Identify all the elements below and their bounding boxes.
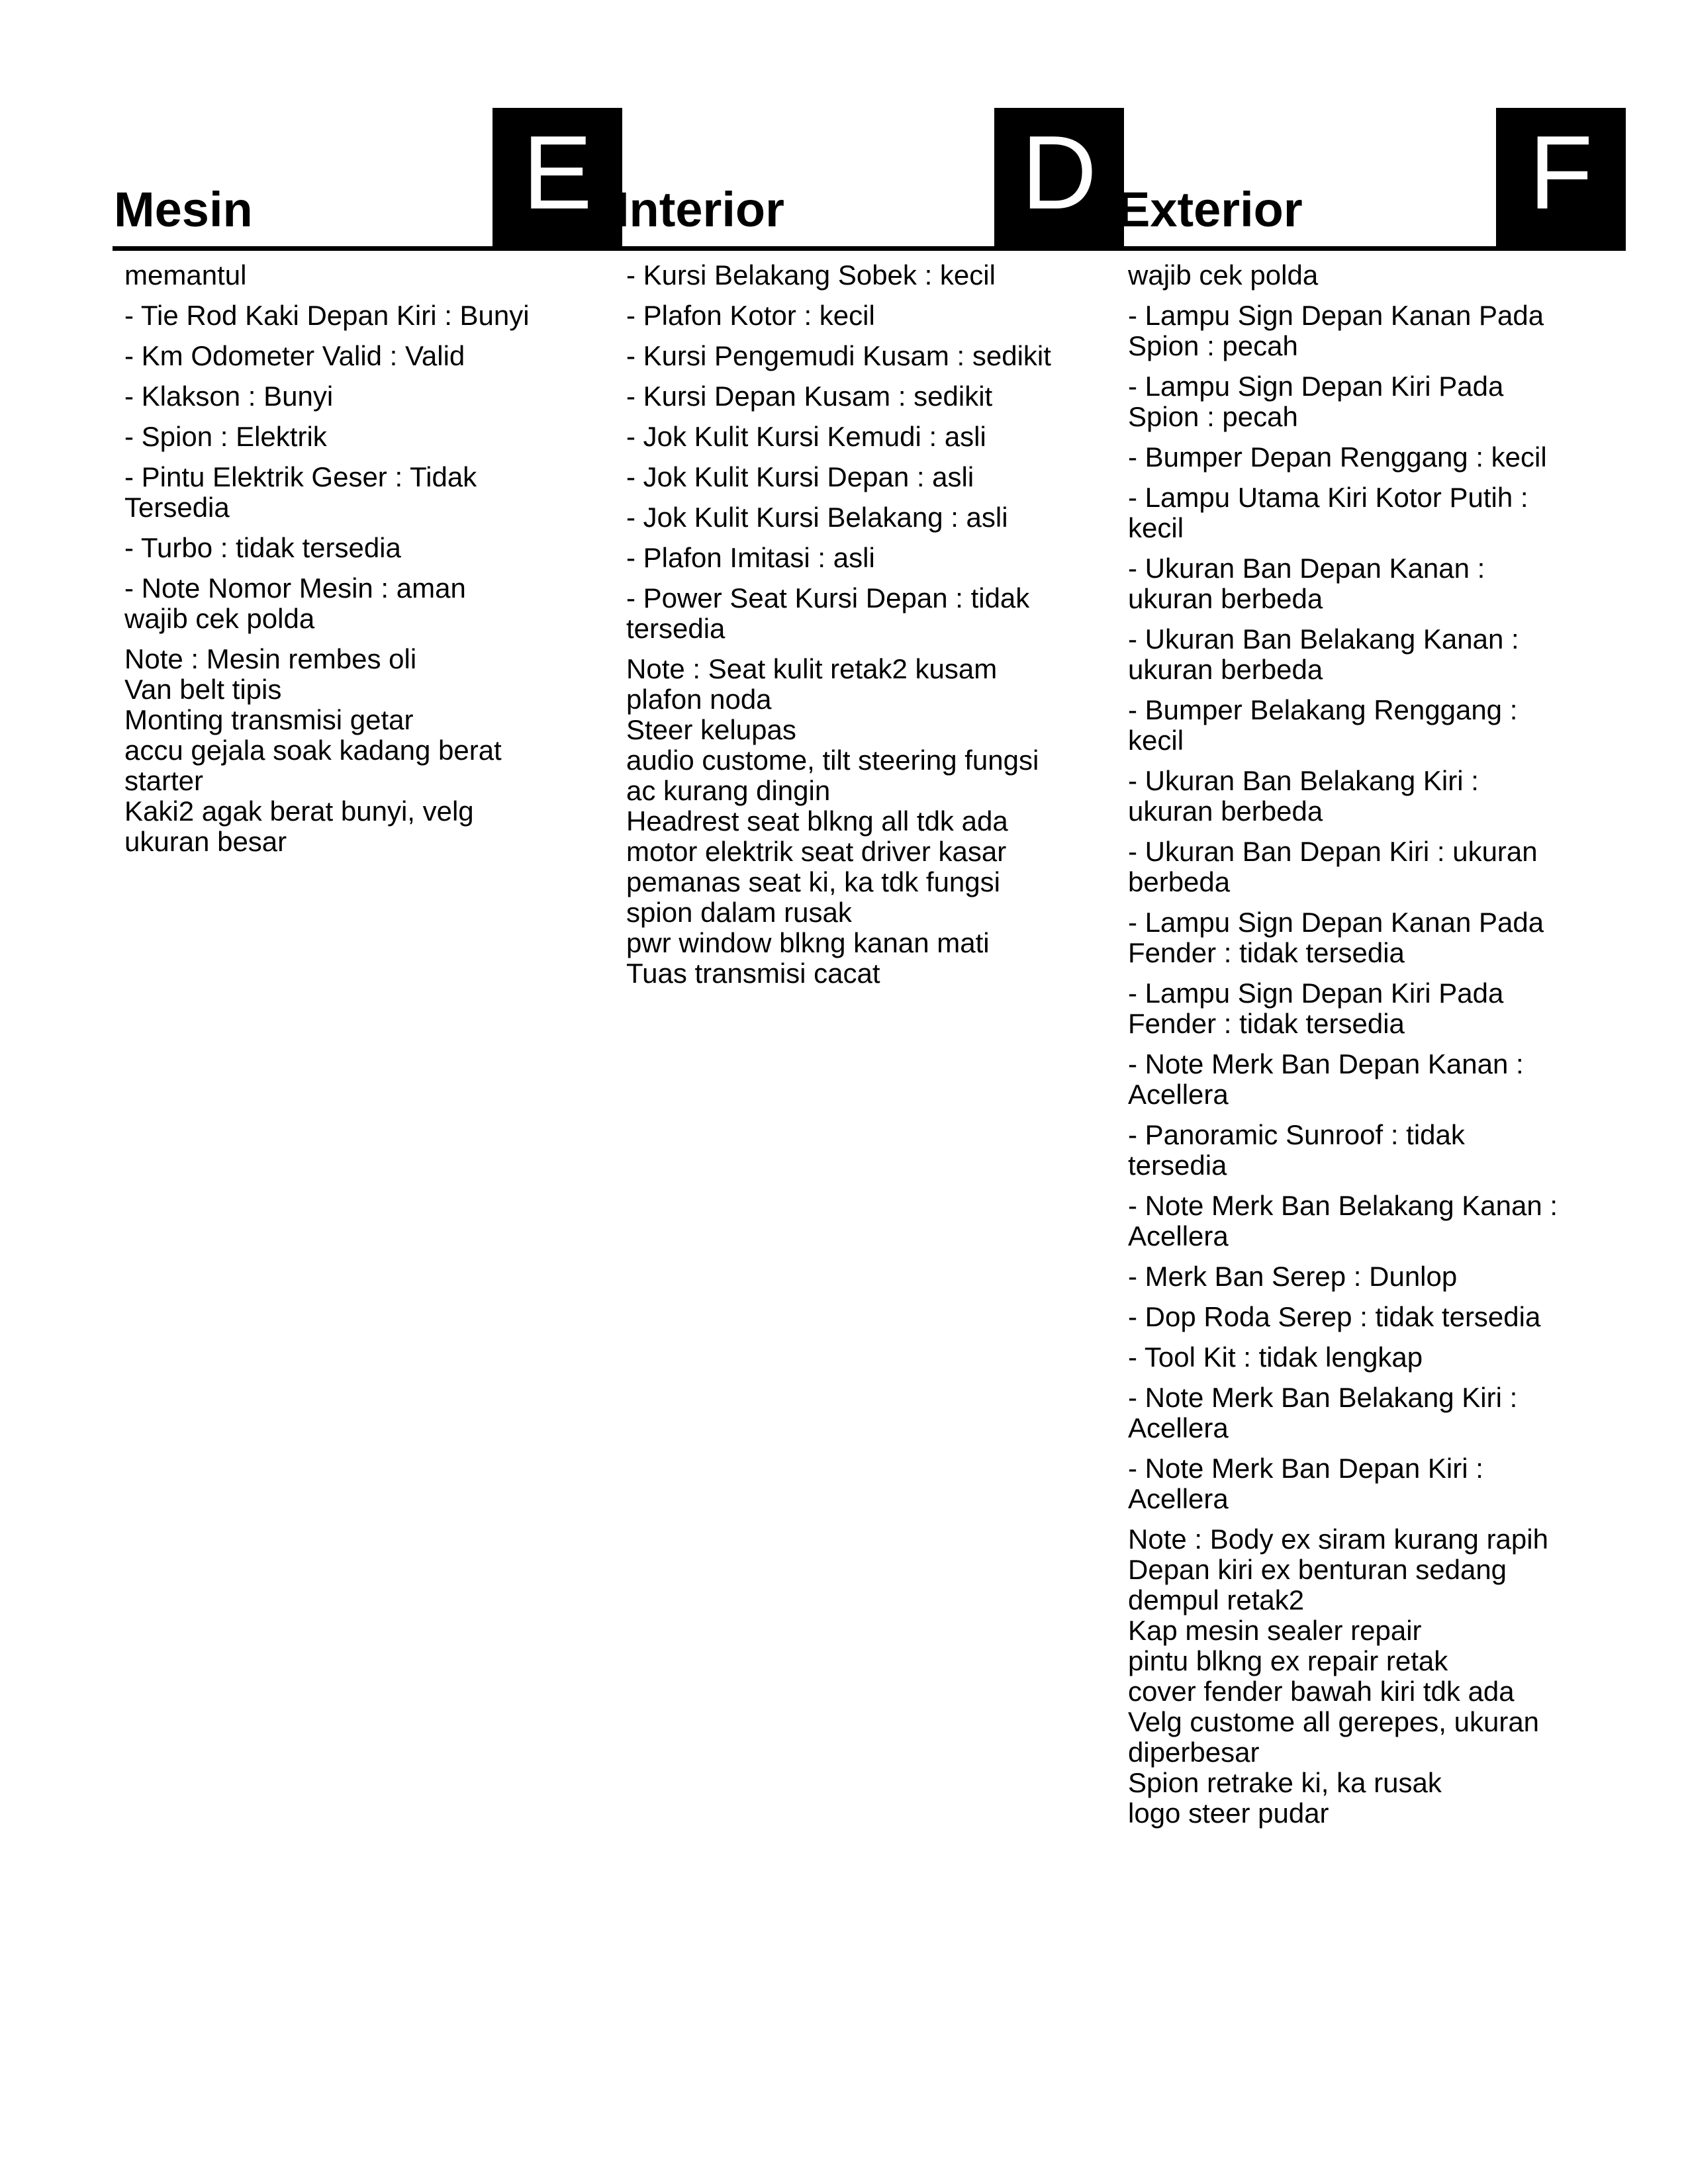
list-item: - Bumper Depan Renggang : kecil (1128, 441, 1547, 473)
column-body (614, 251, 1124, 989)
list-item: - Klakson : Bunyi (124, 381, 334, 412)
column-note: Note : Body ex siram kurang rapih Depan kiri ex benturan sedang dempul retak2 Kap mesin sealer repair pintu blkng ex repair retak cover fender bawah kiri tdk ada Velg custome all gerepes, ukuran diperbesar Spion retrake ki, ka rusak logo steer pudar (1128, 1524, 1548, 1829)
grade-badge: F (1496, 108, 1626, 246)
list-item: - Lampu Sign Depan Kanan Pada Fender : tidak tersedia (1128, 907, 1544, 968)
list-item: - Plafon Imitasi : asli (626, 542, 875, 573)
column-interior (614, 106, 1124, 989)
list-item: - Kursi Depan Kusam : sedikit (626, 381, 993, 412)
list-item: - Lampu Sign Depan Kiri Pada Spion : pecah (1128, 371, 1504, 432)
column-note: Note : Seat kulit retak2 kusam plafon noda Steer kelupas audio custome, tilt steering fungsi ac kurang dingin Headrest seat blkng all tdk ada motor elektrik seat driver kasar pemanas seat ki, ka tdk fungsi spion dalam rusak pwr window blkng kanan mati Tuas transmisi cacat (626, 653, 1039, 989)
list-item: - Ukuran Ban Belakang Kanan : ukuran berbeda (1128, 623, 1519, 685)
column-title: Mesin (114, 182, 253, 237)
list-item: - Km Odometer Valid : Valid (124, 340, 465, 371)
list-item: - Turbo : tidak tersedia (124, 532, 401, 563)
list-item: - Plafon Kotor : kecil (626, 300, 875, 331)
column-title: Exterior (1117, 182, 1303, 237)
column-header (113, 106, 622, 251)
column-header (1116, 106, 1626, 251)
list-item: - Lampu Sign Depan Kiri Pada Fender : tidak tersedia (1128, 978, 1504, 1039)
column-mesin (113, 106, 622, 857)
list-item: - Dop Roda Serep : tidak tersedia (1128, 1301, 1541, 1332)
list-item: - Tool Kit : tidak lengkap (1128, 1342, 1423, 1373)
list-item: - Note Nomor Mesin : aman wajib cek polda (124, 572, 466, 634)
grade-badge: E (492, 108, 622, 246)
list-item: - Jok Kulit Kursi Kemudi : asli (626, 421, 986, 452)
list-item: - Tie Rod Kaki Depan Kiri : Bunyi (124, 300, 530, 331)
list-item: - Ukuran Ban Depan Kanan : ukuran berbeda (1128, 553, 1485, 614)
list-item: wajib cek polda (1128, 259, 1319, 291)
list-item: - Kursi Belakang Sobek : kecil (626, 259, 996, 291)
list-item: - Lampu Sign Depan Kanan Pada Spion : pecah (1128, 300, 1544, 361)
column-note: Note : Mesin rembes oli Van belt tipis Monting transmisi getar accu gejala soak kadang berat starter Kaki2 agak berat bunyi, velg ukuran besar (124, 643, 502, 857)
list-item: - Ukuran Ban Depan Kiri : ukuran berbeda (1128, 836, 1538, 897)
list-item: - Lampu Utama Kiri Kotor Putih : kecil (1128, 482, 1528, 543)
list-item: - Kursi Pengemudi Kusam : sedikit (626, 340, 1051, 371)
list-item: - Note Merk Ban Belakang Kanan : Acellera (1128, 1190, 1558, 1251)
list-item: - Panoramic Sunroof : tidak tersedia (1128, 1119, 1465, 1181)
column-header (614, 106, 1124, 251)
list-item: - Ukuran Ban Belakang Kiri : ukuran berbeda (1128, 765, 1479, 827)
column-title: Interior (616, 182, 784, 237)
list-item: - Merk Ban Serep : Dunlop (1128, 1261, 1458, 1292)
list-item: - Bumper Belakang Renggang : kecil (1128, 694, 1518, 756)
list-item: - Note Merk Ban Depan Kiri : Acellera (1128, 1453, 1483, 1514)
list-item: - Pintu Elektrik Geser : Tidak Tersedia (124, 461, 477, 523)
list-item: - Note Merk Ban Belakang Kiri : Acellera (1128, 1382, 1518, 1443)
list-item: - Note Merk Ban Depan Kanan : Acellera (1128, 1048, 1524, 1110)
column-exterior (1116, 106, 1626, 1829)
list-item: - Jok Kulit Kursi Belakang : asli (626, 502, 1008, 533)
list-item: memantul (124, 259, 247, 291)
column-body (1116, 251, 1626, 1829)
column-body (113, 251, 622, 857)
grade-badge: D (994, 108, 1124, 246)
list-item: - Spion : Elektrik (124, 421, 327, 452)
list-item: - Power Seat Kursi Depan : tidak tersedia (626, 582, 1030, 644)
list-item: - Jok Kulit Kursi Depan : asli (626, 461, 974, 492)
